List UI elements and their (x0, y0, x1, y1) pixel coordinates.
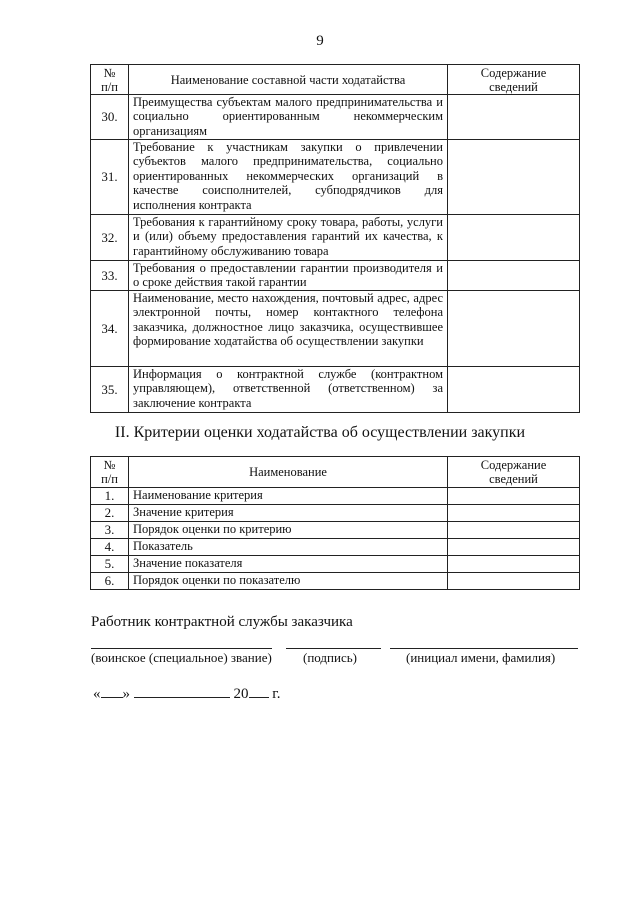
month-blank[interactable] (134, 684, 230, 698)
open-quote: « (93, 686, 101, 702)
table-row (91, 539, 580, 556)
column-header-name: Наименование составной части ходатайства (129, 65, 448, 95)
signature-title: Работник контрактной службы заказчика (91, 614, 353, 630)
row-content-cell[interactable] (448, 522, 580, 539)
table-row (91, 291, 580, 367)
row-number: 34. (91, 291, 129, 367)
row-content-cell[interactable] (448, 367, 580, 413)
row-number: 1. (91, 488, 129, 505)
row-description: Требования к гарантийному сроку товара, работы, услуги и (или) объему предоставления гарантий их качества, к гарантийному обслуживанию товара (129, 215, 448, 261)
row-number: 2. (91, 505, 129, 522)
column-header-content (448, 65, 580, 95)
table-row (91, 522, 580, 539)
table-row (91, 215, 580, 261)
row-content-cell[interactable] (448, 556, 580, 573)
table-row (91, 505, 580, 522)
row-content-cell[interactable] (448, 95, 580, 140)
page-number: 9 (316, 33, 324, 49)
row-content-cell[interactable] (448, 573, 580, 590)
column-header-content (448, 457, 580, 488)
row-content-cell[interactable] (448, 291, 580, 367)
column-header-number (91, 65, 129, 95)
row-number: 6. (91, 573, 129, 590)
close-quote: » (122, 686, 130, 702)
name-caption: (инициал имени, фамилия) (406, 650, 556, 665)
row-content-cell[interactable] (448, 505, 580, 522)
column-header-number (91, 457, 129, 488)
year-suffix: г. (272, 686, 281, 702)
year-blank[interactable] (249, 684, 269, 698)
row-description: Информация о контрактной службе (контрактном управляющем), ответственной (ответственном) за заключение контракта (129, 367, 448, 413)
row-description: Показатель (129, 539, 448, 556)
row-number: 5. (91, 556, 129, 573)
row-description: Порядок оценки по показателю (129, 573, 448, 590)
row-description: Значение показателя (129, 556, 448, 573)
date-line (93, 684, 280, 703)
header-text: № п/п (101, 458, 118, 486)
row-number: 31. (91, 140, 129, 215)
rank-caption: (воинское (специальное) звание) (91, 650, 272, 665)
row-number: 30. (91, 95, 129, 140)
table-row (91, 556, 580, 573)
table-header-row (91, 65, 580, 95)
row-content-cell[interactable] (448, 488, 580, 505)
row-number: 32. (91, 215, 129, 261)
row-content-cell[interactable] (448, 215, 580, 261)
application-parts-table (90, 64, 580, 413)
table-row (91, 367, 580, 413)
signature-line[interactable] (286, 648, 381, 649)
row-description: Наименование, место нахождения, почтовый адрес, адрес электронной почты, номер контактного телефона заказчика, должностное лицо заказчика, осуществившее формирование ходатайства об осуществлении закупки (129, 291, 448, 367)
table-row (91, 140, 580, 215)
table-row (91, 95, 580, 140)
row-description: Наименование критерия (129, 488, 448, 505)
row-description: Значение критерия (129, 505, 448, 522)
name-signature-line[interactable] (390, 648, 578, 649)
header-text: Содержание сведений (480, 458, 547, 486)
row-content-cell[interactable] (448, 539, 580, 556)
evaluation-criteria-table (90, 456, 580, 590)
row-description: Требование к участникам закупки о привлечении субъектов малого предпринимательства, социально ориентированных некоммерческих организаций в качестве соисполнителей, субподрядчиков для исполнения контракта (129, 140, 448, 215)
signature-caption: (подпись) (303, 650, 357, 665)
row-number: 4. (91, 539, 129, 556)
table-header-row (91, 457, 580, 488)
section-title: II. Критерии оценки ходатайства об осуществлении закупки (114, 424, 526, 441)
column-header-name: Наименование (129, 457, 448, 488)
table-row (91, 261, 580, 291)
row-description: Требования о предоставлении гарантии производителя и о сроке действия такой гарантии (129, 261, 448, 291)
row-number: 35. (91, 367, 129, 413)
row-description: Порядок оценки по критерию (129, 522, 448, 539)
year-prefix: 20 (233, 686, 249, 702)
table-row (91, 573, 580, 590)
row-number: 33. (91, 261, 129, 291)
rank-signature-line[interactable] (91, 648, 272, 649)
table-row (91, 488, 580, 505)
row-description: Преимущества субъектам малого предпринимательства и социально ориентированным некоммерческим организациям (129, 95, 448, 140)
row-content-cell[interactable] (448, 140, 580, 215)
header-text: Содержание сведений (480, 65, 547, 94)
header-text: № п/п (101, 65, 118, 94)
day-blank[interactable] (101, 684, 123, 698)
row-content-cell[interactable] (448, 261, 580, 291)
row-number: 3. (91, 522, 129, 539)
